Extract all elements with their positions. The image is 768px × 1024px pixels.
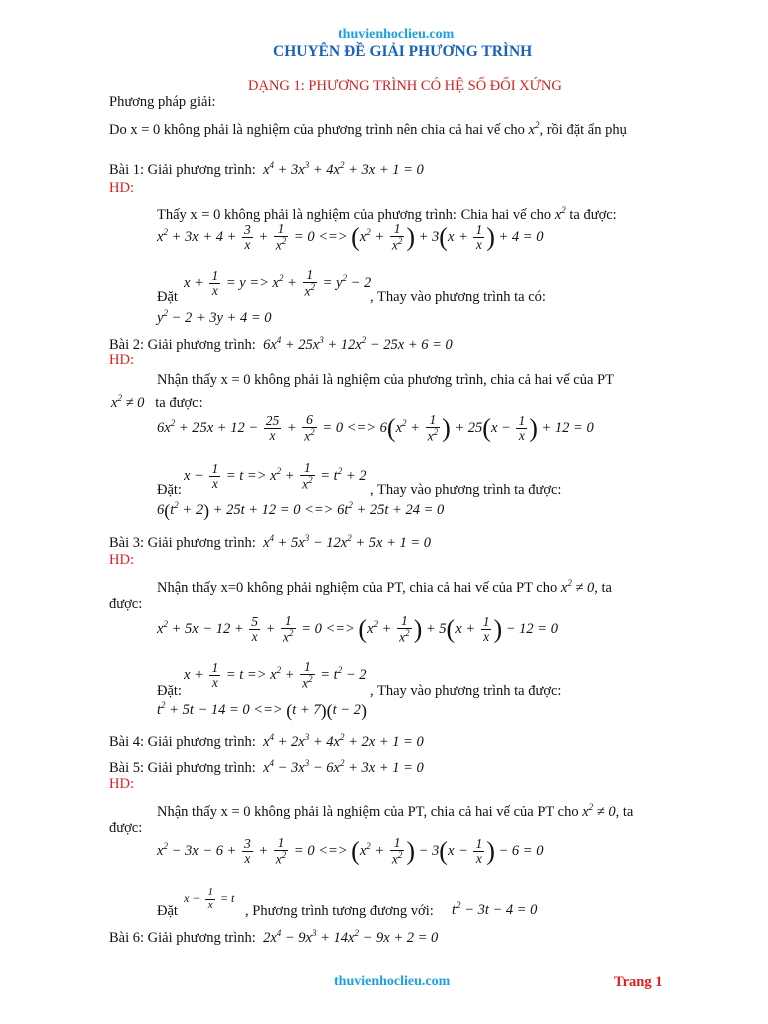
document-title: CHUYÊN ĐỀ GIẢI PHƯƠNG TRÌNH <box>273 43 533 60</box>
b1-equation: $x^2 + 3x + 4$ + $\frac{3}{x}$ + $\frac{1}{x^2}$ = 0 <=> ($x^2$ + $\frac{1}{x^2}$ ) + 3(x + $\frac{1}{x}$ ) + 4 = 0 <box>157 221 544 253</box>
page-number: Trang 1 <box>614 974 663 990</box>
problem-5: Bài 5: Giải phương trình: $x^4 - 3x^3 - 6x^2 + 3x + 1 = 0$ <box>109 758 424 776</box>
b5-explain-2: được: <box>109 820 143 836</box>
hd-label-1: HD: <box>109 180 134 196</box>
hd-label-2: HD: <box>109 352 134 368</box>
b2-dat: Đặt: <box>157 482 182 498</box>
hd-label-5: HD: <box>109 776 134 792</box>
b5-equation: $x^2 - 3x - 6$ + $\frac{3}{x}$ + $\frac{1}{x^2}$ = 0 <=> ($x^2$ + $\frac{1}{x^2}$ ) − 3(x − $\frac{1}{x}$ ) − 6 = 0 <box>157 835 544 867</box>
hd-label-3: HD: <box>109 552 134 568</box>
b2-explain-2: $x^2 \ne 0$ ta được: <box>111 393 203 411</box>
method-text: Do x = 0 không phải là nghiệm của phương trình nên chia cả hai vế cho $x^2$, rồi đặt ẩn phụ <box>109 120 627 138</box>
b5-substitution: x − $\frac{1}{x}$ = t <box>184 886 235 911</box>
b3-equation: $x^2 + 5x - 12$ + $\frac{5}{x}$ + $\frac{1}{x^2}$ = 0 <=> ($x^2$ + $\frac{1}{x^2}$ ) + 5(x + $\frac{1}{x}$ ) − 12 = 0 <box>157 613 558 645</box>
b1-sub-text: , Thay vào phương trình ta có: <box>370 289 546 305</box>
b3-result: $t^2 + 5t - 14 = 0$ <=> (t + 7)(t − 2) <box>157 700 367 721</box>
b5-result: $t^2 - 3t - 4 = 0$ <box>452 900 538 918</box>
b1-result: $y^2 - 2 + 3y + 4 = 0$ <box>157 308 272 326</box>
b2-substitution: x − $\frac{1}{x}$ = $t => x^2$ + $\frac{1}{x^2}$ = $t^2 + 2$ <box>184 460 367 492</box>
b3-dat: Đặt: <box>157 683 182 699</box>
b2-explain: Nhận thấy x = 0 không phải là nghiệm của phương trình, chia cả hai vế của PT <box>157 372 614 388</box>
problem-3: Bài 3: Giải phương trình: $x^4 + 5x^3 - 12x^2 + 5x + 1 = 0$ <box>109 533 432 551</box>
b2-result: $6(t^2 + 2) + 25t + 12 = 0$ <=> $6t^2 + 25t + 24 = 0$ <box>157 500 445 521</box>
b5-sub-text: , Phương trình tương đương với: <box>245 903 434 919</box>
b5-dat: Đặt <box>157 903 178 919</box>
b3-substitution: x + $\frac{1}{x}$ = $t => x^2$ + $\frac{1}{x^2}$ = $t^2 - 2$ <box>184 659 367 691</box>
b1-substitution: x + $\frac{1}{x}$ = $y => x^2$ + $\frac{1}{x^2}$ = $y^2 - 2$ <box>184 267 372 299</box>
problem-2: Bài 2: Giải phương trình: $6x^4 + 25x^3 + 12x^2 - 25x + 6 = 0$ <box>109 335 453 353</box>
method-label: Phương pháp giải: <box>109 94 216 110</box>
b1-dat: Đặt <box>157 289 178 305</box>
b3-sub-text: , Thay vào phương trình ta được: <box>370 683 562 699</box>
b2-equation: $6x^2 + 25x + 12$ − $\frac{25}{x}$ + $\frac{6}{x^2}$ = 0 <=> $6(x^2$ + $\frac{1}{x^2}$ ) + 25(x − $\frac{1}{x}$ ) + 12 = 0 <box>157 412 594 444</box>
b5-explain: Nhận thấy x = 0 không phải là nghiệm của PT, chia cả hai vế của PT cho $x^2 \ne 0$, ta <box>157 802 634 820</box>
problem-4: Bài 4: Giải phương trình: $x^4 + 2x^3 + 4x^2 + 2x + 1 = 0$ <box>109 732 424 750</box>
footer-site: thuvienhoclieu.com <box>334 974 451 989</box>
section-heading: DẠNG 1: PHƯƠNG TRÌNH CÓ HỆ SỐ ĐỐI XỨNG <box>248 78 562 94</box>
b1-explain: Thấy x = 0 không phải là nghiệm của phương trình: Chia hai vế cho $x^2$ ta được: <box>157 205 617 223</box>
header-site: thuvienhoclieu.com <box>338 27 455 42</box>
b2-sub-text: , Thay vào phương trình ta được: <box>370 482 562 498</box>
b3-explain: Nhận thấy x=0 không phải nghiệm của PT, chia cả hai vế của PT cho $x^2 \ne 0$, ta <box>157 578 612 596</box>
b3-explain-2: được: <box>109 596 143 612</box>
problem-6: Bài 6: Giải phương trình: $2x^4 - 9x^3 + 14x^2 - 9x + 2 = 0$ <box>109 928 439 946</box>
problem-1: Bài 1: Giải phương trình: $x^4 + 3x^3 + 4x^2 + 3x + 1 = 0$ <box>109 160 424 178</box>
